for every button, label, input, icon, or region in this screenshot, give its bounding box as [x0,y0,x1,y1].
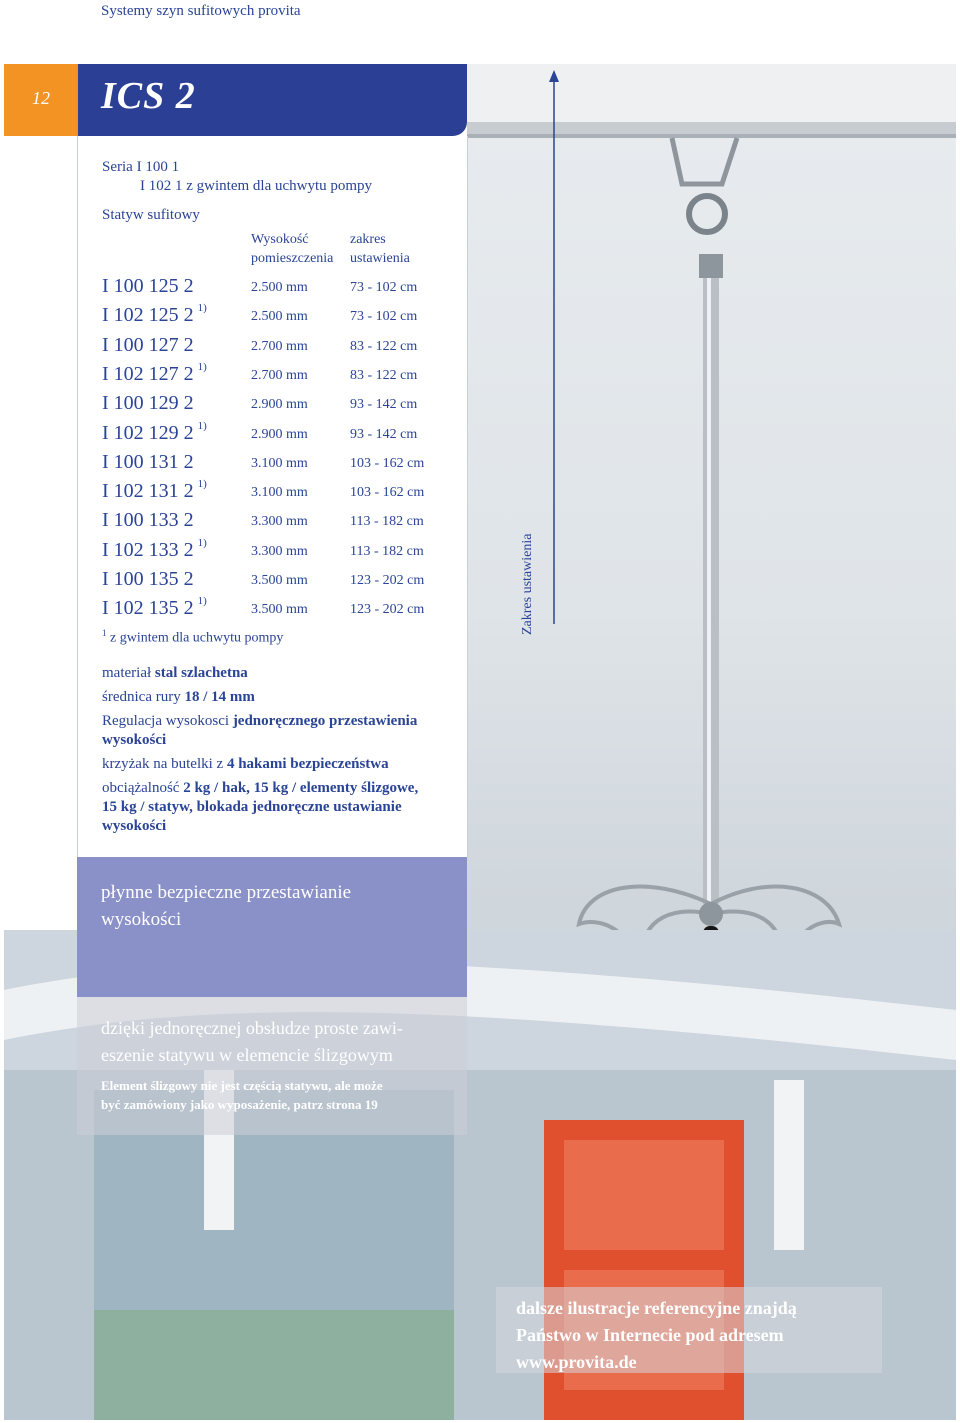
model-code-text: I 100 129 2 [102,392,194,415]
reference-line-1: dalsze ilustracje referencyjne znajdą [516,1298,797,1318]
footnote-ref: 1) [197,302,207,315]
spec-material [102,664,248,683]
page-title: ICS 2 [101,75,196,117]
load-value-3: wysokości [102,818,167,834]
table-row [78,419,467,448]
model-code [102,304,207,327]
note-title [101,1015,451,1069]
room-height: 3.500 mm [251,602,308,618]
material-value: stal szlachetna [154,665,248,681]
model-code-text: I 100 135 2 [102,568,194,590]
table-row [78,392,467,418]
range-axis-label: Zakres ustawienia [520,533,535,635]
diameter-label: średnica rury [102,689,181,705]
table-row [78,568,467,594]
footnote-ref: 1) [197,419,207,432]
note-box [77,997,467,1135]
model-code-text: I 100 133 2 [102,509,194,532]
title-bar [78,64,467,136]
reference-text [516,1295,876,1376]
adjust-range: 113 - 182 cm [350,543,424,559]
adjust-range: 123 - 202 cm [350,573,425,588]
adjust-value-1: jednoręcznego przestawienia [232,713,418,729]
model-code [102,509,194,532]
note-title-1: dzięki jednoręcznej obsłudze proste zawi- [101,1018,403,1038]
room-height: 3.100 mm [251,485,308,501]
model-code [102,480,207,503]
spec-diameter [102,688,255,707]
spec-adjust [102,712,452,750]
model-code-text: I 102 127 2 [102,362,194,385]
footnote-text: z gwintem dla uchwytu pompy [110,630,284,646]
model-code [102,597,207,620]
adjust-value-2: wysokości [102,732,167,748]
specs-panel [77,136,468,857]
footnote-ref: 1) [197,360,207,373]
diameter-value: 18 / 14 mm [184,689,255,705]
reference-line-2: Państwo w Internecie pod adresem [516,1325,784,1345]
room-height: 3.300 mm [251,514,308,530]
model-code-text: I 102 131 2 [102,480,194,503]
model-code [102,360,207,386]
load-label: obciążalność [102,780,180,796]
range-header-1: zakres [350,232,386,247]
adjust-range: 83 - 122 cm [350,338,418,354]
feature-text [101,879,441,933]
model-code [102,451,194,474]
model-code [102,568,194,591]
table-row [78,536,467,565]
table-row [78,480,467,506]
adjust-range: 83 - 122 cm [350,367,418,383]
note-text-1: Element ślizgowy nie jest częścią statywu, ale może [101,1078,383,1093]
model-code-text: I 100 125 2 [102,275,194,297]
adjust-range: 93 - 142 cm [350,426,418,442]
table-row [78,304,467,330]
reference-url[interactable]: www.provita.de [516,1352,637,1372]
footnote [102,624,283,648]
room-height: 2.500 mm [251,280,308,295]
model-code-text: I 102 129 2 [102,421,194,444]
adjust-label: Regulacja wysokosci [102,713,230,729]
room-height: 2.500 mm [251,309,308,325]
page-number-box [4,64,78,136]
stand-label: Statyw sufitowy [102,207,200,223]
table-row [78,509,467,535]
feature-line-1: płynne bezpieczne przestawianie [101,882,352,903]
series-line-2: I 102 1 z gwintem dla uchwytu pompy [140,178,373,194]
page-number: 12 [32,88,50,108]
adjust-range: 73 - 102 cm [350,309,418,325]
model-code-text: I 102 135 2 [102,597,194,620]
adjust-range: 103 - 162 cm [350,485,425,501]
room-height: 3.300 mm [251,543,308,559]
spec-cross [102,755,389,774]
note-text [101,1076,451,1114]
table-row [78,597,467,623]
reference-box [496,1287,882,1373]
spec-load [102,779,462,836]
adjust-range: 123 - 202 cm [350,602,425,618]
room-height: 2.900 mm [251,397,308,413]
adjust-range: 93 - 142 cm [350,397,418,413]
series-line-1: Seria I 100 1 [102,159,180,175]
model-code [102,419,207,445]
room-height: 2.700 mm [251,338,308,354]
model-code [102,334,194,357]
adjust-range: 103 - 162 cm [350,455,425,471]
room-height: 3.500 mm [251,573,308,588]
footnote-ref: 1) [197,536,207,549]
model-code [102,536,207,562]
range-header-2: ustawienia [350,251,410,266]
table-row [78,360,467,389]
room-height: 2.900 mm [251,426,308,442]
model-code-text: I 102 125 2 [102,304,194,327]
table-row [78,334,467,360]
feature-box [77,857,467,997]
model-code-text: I 100 131 2 [102,450,194,473]
load-value-1: 2 kg / hak, 15 kg / elementy ślizgowe, [183,780,419,796]
height-header-2: pomieszczenia [251,251,334,266]
height-header-1: Wysokość [251,232,309,247]
note-title-2: eszenie statywu w elemencie ślizgowym [101,1045,393,1065]
model-code-text: I 100 127 2 [102,333,194,356]
running-header: Systemy szyn sufitowych provita [101,3,301,19]
footnote-mark: 1 [102,628,107,638]
room-height: 3.100 mm [251,455,308,471]
model-code [102,392,194,415]
footnote-ref: 1) [197,478,207,491]
room-height: 2.700 mm [251,367,308,383]
cross-label: krzyżak na butelki z [102,756,224,772]
table-row [78,275,467,301]
material-label: materiał [102,665,152,681]
note-text-2: być zamówiony jako wyposażenie, patrz strona 19 [101,1097,378,1112]
feature-line-2: wysokości [101,909,182,930]
adjust-range: 73 - 102 cm [350,280,418,295]
model-code-text: I 102 133 2 [102,538,194,561]
table-row [78,451,467,477]
model-code [102,275,194,298]
footnote-ref: 1) [197,595,207,608]
cross-value: 4 hakami bezpieczeństwa [226,756,389,772]
load-value-2: 15 kg / statyw, blokada jednoręczne ustawianie [102,799,402,815]
adjust-range: 113 - 182 cm [350,514,424,530]
